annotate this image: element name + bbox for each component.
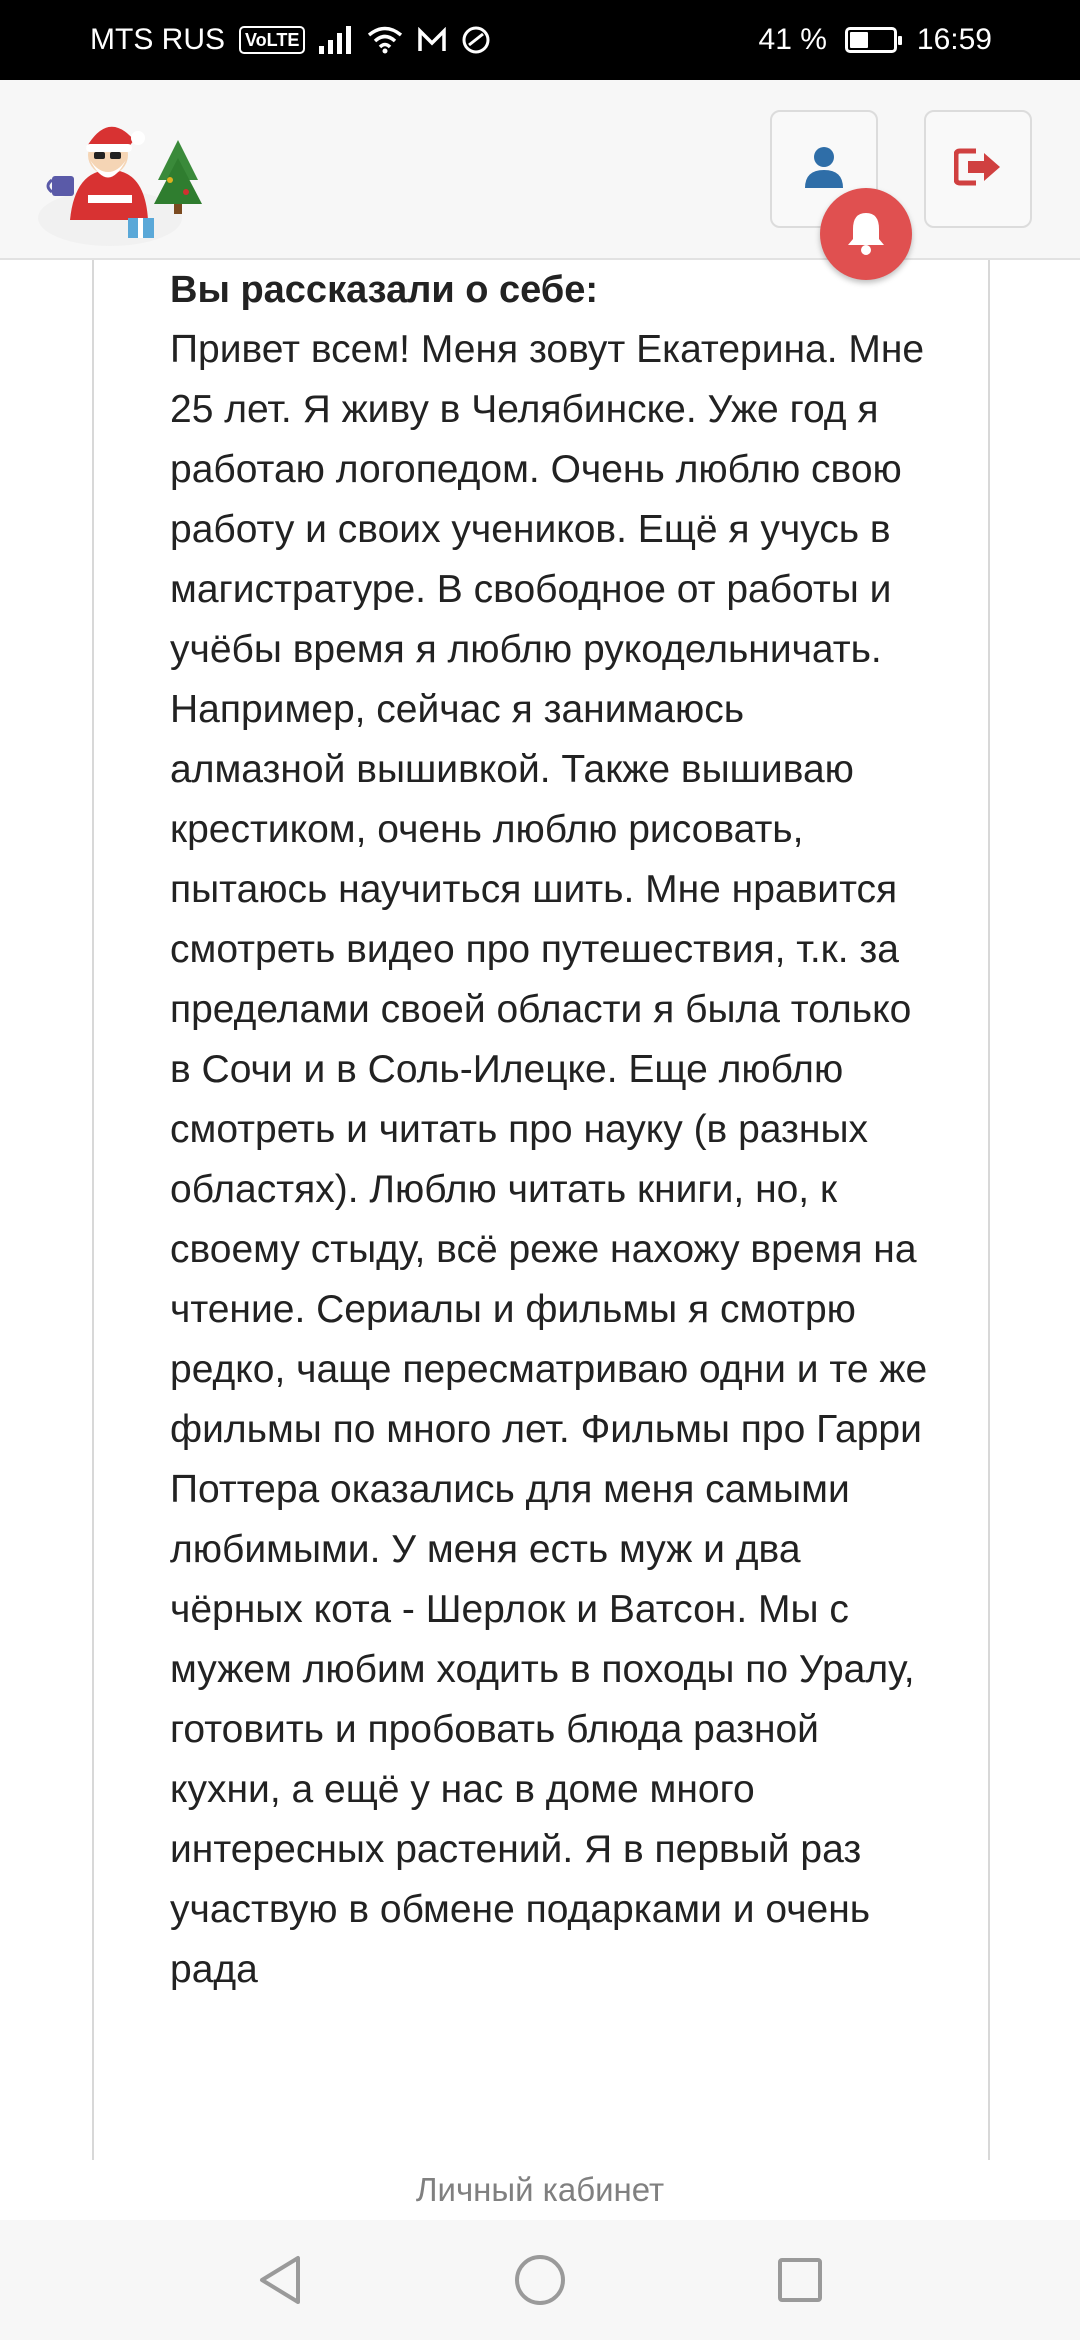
santa-logo-icon[interactable]: [30, 100, 210, 250]
personal-cabinet-link[interactable]: Личный кабинет: [0, 2160, 1080, 2220]
user-icon: [801, 144, 847, 195]
status-bar: [0, 0, 1080, 80]
logout-icon: [954, 147, 1002, 192]
about-text: Привет всем! Меня зовут Екатерина. Мне 25 лет. Я живу в Челябинске. Уже год я работаю логопедом. Очень люблю свою работу и своих учеников. Ещё я учусь в магистратуре. В свободное от работы и учёбы время я люблю рукодельничать. Например, сейчас я занимаюсь алмазной вышивкой. Также вышиваю крестиком, очень люблю рисовать, пытаюсь научиться шить. Мне нравится смотреть видео про путешествия, т.к. за пределами своей области я была только в Сочи и в Соль-Илецке. Еще люблю смотреть и читать про науку (в разных областях). Люблю читать книги, но, к своему стыду, всё реже нахожу время на чтение. Сериалы и фильмы я смотрю редко, чаще пересматриваю одни и те же фильмы по много лет. Фильмы про Гарри Поттера оказались для меня самыми любимыми. У меня есть муж и два чёрных кота - Шерлок и Ватсон. Мы с мужем любим ходить в походы по Уралу, готовить и пробовать блюда разной кухни, а ещё у нас в доме много интересных растений. Я в первый раз участвую в обмене подарками и очень рада: [170, 328, 928, 1991]
system-nav-bar: [0, 2220, 1080, 2340]
site-header: [0, 80, 1080, 260]
home-circle-icon[interactable]: [510, 2250, 570, 2310]
status-right: [759, 23, 992, 57]
about-heading: Вы рассказали о себе:: [170, 269, 599, 311]
volte-badge: VoLTE: [239, 26, 305, 54]
battery-percent: 41 %: [758, 23, 827, 56]
logout-button[interactable]: [924, 110, 1032, 228]
speedtest-icon: [461, 25, 491, 55]
signal-icon: [319, 26, 353, 54]
back-triangle-icon[interactable]: [250, 2250, 310, 2310]
bell-icon: [845, 209, 887, 260]
notifications-button[interactable]: [820, 188, 912, 280]
battery-icon: [845, 27, 897, 53]
recents-square-icon[interactable]: [770, 2250, 830, 2310]
mail-icon: [417, 27, 447, 53]
carrier-name: MTS RUS: [90, 23, 225, 56]
clock: 16:59: [916, 23, 992, 56]
status-left: [90, 23, 491, 57]
profile-card: [92, 260, 990, 2160]
wifi-icon: [367, 26, 403, 54]
